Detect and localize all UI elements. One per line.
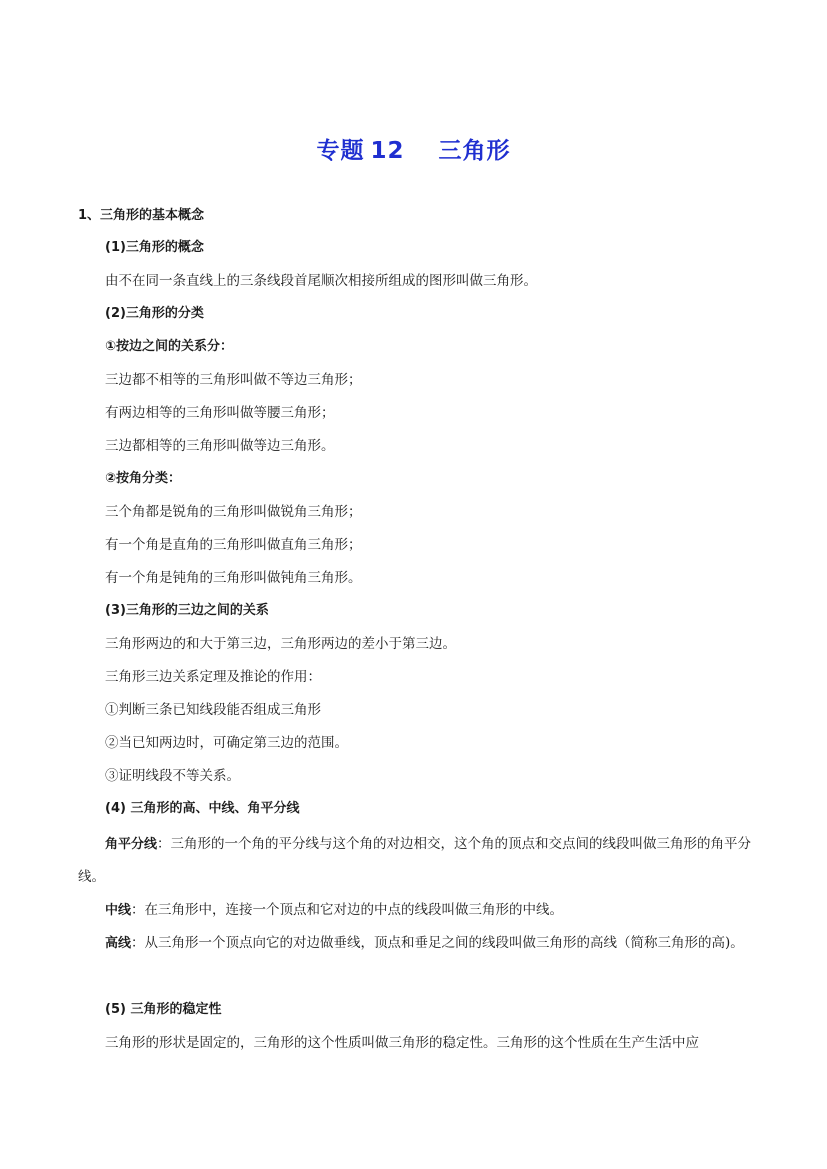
list-item: 三个角都是锐角的三角形叫做锐角三角形； [105,504,362,520]
paragraph: 由不在同一条直线上的三条线段首尾顺次相接所组成的图形叫做三角形。 [105,273,537,289]
list-heading: ①按边之间的关系分： [105,339,234,354]
list-heading: ②按角分类： [105,471,182,486]
list-item: ②当已知两边时，可确定第三边的范围。 [105,735,348,751]
paragraph: 三角形三边关系定理及推论的作用： [105,669,321,685]
page-title [0,132,827,165]
term-median: 中线 [105,903,132,918]
list-item: 有两边相等的三角形叫做等腰三角形； [105,405,335,421]
list-item: ③证明线段不等关系。 [105,768,240,784]
paragraph-angle-bisector [78,828,754,893]
subsection-heading: (2)三角形的分类 [105,306,204,321]
list-item: 三边都不相等的三角形叫做不等边三角形； [105,372,362,388]
list-item: 三边都相等的三角形叫做等边三角形。 [105,438,335,454]
paragraph: 三角形两边的和大于第三边，三角形两边的差小于第三边。 [105,636,456,652]
subsection-heading: (3)三角形的三边之间的关系 [105,603,269,618]
paragraph-median [78,894,754,927]
title-topic: 三角形 [438,138,511,164]
list-item: ①判断三条已知线段能否组成三角形 [105,702,321,718]
subsection-heading: (1)三角形的概念 [105,240,204,255]
title-number: 12 [370,138,405,164]
subsection-heading: (5) 三角形的稳定性 [105,1002,222,1017]
paragraph-altitude [78,927,754,960]
definition-text: ：在三角形中，连接一个顶点和它对边的中点的线段叫做三角形的中线。 [131,902,564,918]
term-altitude: 高线 [105,936,132,951]
section-heading: 1、三角形的基本概念 [78,208,205,223]
paragraph: 三角形的形状是固定的，三角形的这个性质叫做三角形的稳定性。三角形的这个性质在生产生活中应 [105,1035,699,1051]
list-item: 有一个角是钝角的三角形叫做钝角三角形。 [105,570,362,586]
definition-text: ：三角形的一个角的平分线与这个角的对边相交，这个角的顶点和交点间的线段叫做三角形的角平分线。 [78,836,752,885]
title-prefix: 专题 [316,138,365,164]
definition-text: ：从三角形一个顶点向它的对边做垂线，顶点和垂足之间的线段叫做三角形的高线（简称三角形的高)。 [131,935,744,951]
subsection-heading: (4) 三角形的高、中线、角平分线 [105,801,300,816]
term-angle-bisector: 角平分线 [105,837,158,852]
list-item: 有一个角是直角的三角形叫做直角三角形； [105,537,362,553]
